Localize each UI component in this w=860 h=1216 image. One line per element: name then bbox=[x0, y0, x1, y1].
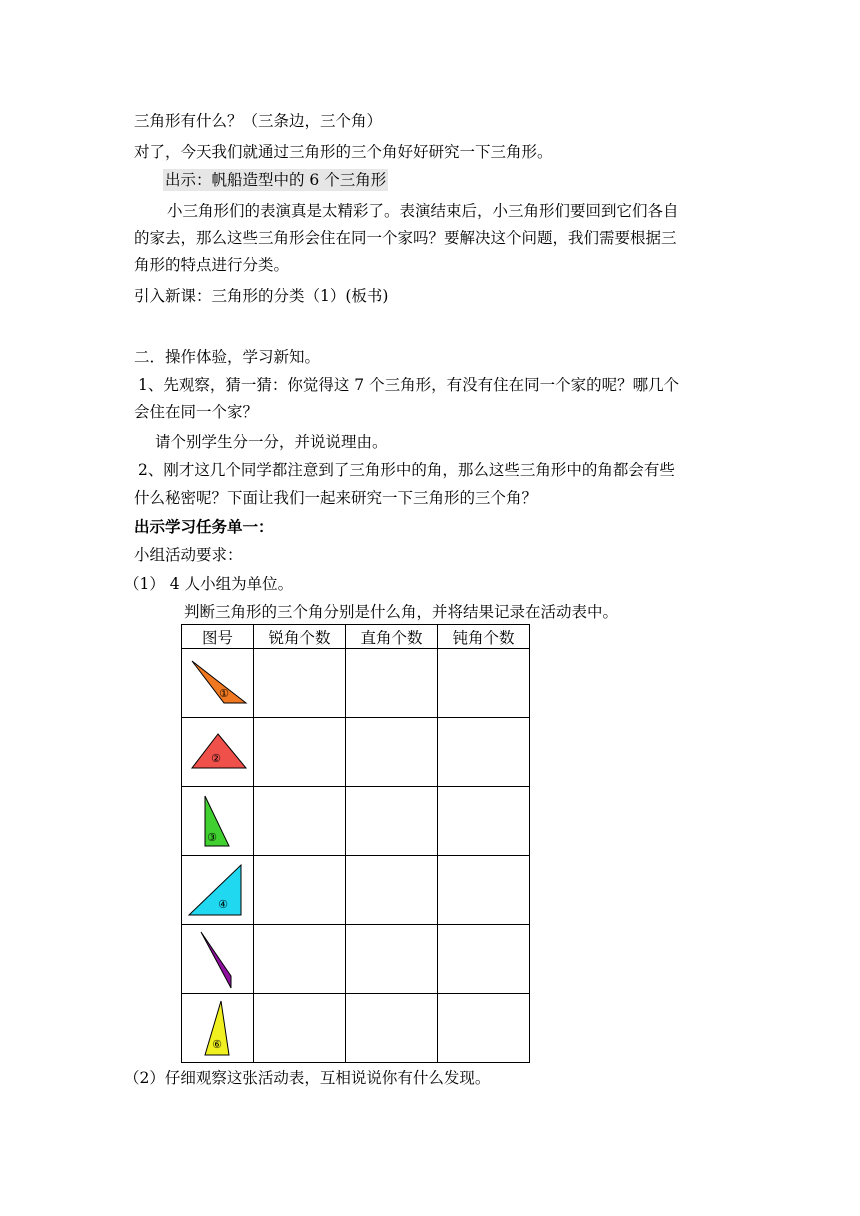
triangle-label: ④ bbox=[217, 898, 228, 911]
text-line: 引入新课：三角形的分类（1）(板书) bbox=[134, 287, 389, 305]
triangle-figure-2 bbox=[182, 718, 254, 787]
header-acute-count: 锐角个数 bbox=[254, 625, 346, 649]
table-row bbox=[182, 718, 530, 787]
obtuse-count-cell[interactable] bbox=[438, 994, 530, 1063]
table-header-row bbox=[182, 625, 530, 649]
table-row bbox=[182, 994, 530, 1063]
text-line: （1） 4 人小组为单位。 bbox=[124, 575, 294, 593]
table-row bbox=[182, 925, 530, 994]
text-line: 小三角形们的表演真是太精彩了。表演结束后，小三角形们要回到它们各自 bbox=[167, 202, 679, 220]
header-obtuse-count: 钝角个数 bbox=[438, 625, 530, 649]
table-row bbox=[182, 856, 530, 925]
text-line: 对了，今天我们就通过三角形的三个角好好研究一下三角形。 bbox=[134, 143, 553, 161]
acute-count-cell[interactable] bbox=[254, 718, 346, 787]
text-line: 会住在同一个家？ bbox=[134, 403, 259, 421]
table-row bbox=[182, 649, 530, 718]
triangle-figure-6 bbox=[182, 994, 254, 1063]
triangle-shape bbox=[201, 932, 231, 988]
triangle-shape bbox=[189, 865, 241, 915]
activity-table bbox=[181, 624, 530, 1063]
acute-count-cell[interactable] bbox=[254, 925, 346, 994]
triangle-label: ② bbox=[210, 752, 221, 765]
obtuse-count-cell[interactable] bbox=[438, 649, 530, 718]
triangle-label: ③ bbox=[206, 831, 217, 844]
text-line: 1、先观察，猜一猜：你觉得这 7 个三角形，有没有住在同一个家的呢？哪几个 bbox=[138, 376, 680, 394]
triangle-label: ① bbox=[218, 687, 229, 700]
obtuse-count-cell[interactable] bbox=[438, 856, 530, 925]
acute-count-cell[interactable] bbox=[254, 856, 346, 925]
right-count-cell[interactable] bbox=[346, 718, 438, 787]
obtuse-count-cell[interactable] bbox=[438, 718, 530, 787]
triangle-figure-4 bbox=[182, 856, 254, 925]
text-line: 小组活动要求： bbox=[134, 546, 243, 564]
triangle-label: ⑥ bbox=[211, 1038, 222, 1051]
right-count-cell[interactable] bbox=[346, 649, 438, 718]
triangle-figure-5 bbox=[182, 925, 254, 994]
section-heading: 二．操作体验，学习新知。 bbox=[134, 348, 321, 366]
right-count-cell[interactable] bbox=[346, 925, 438, 994]
text-line: 角形的特点进行分类。 bbox=[134, 256, 290, 274]
obtuse-count-cell[interactable] bbox=[438, 925, 530, 994]
text-line: 什么秘密呢？下面让我们一起来研究一下三角形的三个角？ bbox=[134, 489, 538, 507]
acute-count-cell[interactable] bbox=[254, 994, 346, 1063]
table-row bbox=[182, 787, 530, 856]
text-line: 请个别学生分一分，并说说理由。 bbox=[155, 433, 388, 451]
text-line: 2、刚才这几个同学都注意到了三角形中的角，那么这些三角形中的角都会有些 bbox=[138, 461, 675, 479]
highlighted-line: 出示：帆船造型中的 6 个三角形 bbox=[165, 171, 387, 189]
obtuse-count-cell[interactable] bbox=[438, 787, 530, 856]
text-line: 判断三角形的三个角分别是什么角，并将结果记录在活动表中。 bbox=[184, 603, 619, 621]
right-count-cell[interactable] bbox=[346, 787, 438, 856]
task-heading: 出示学习任务单一： bbox=[134, 517, 274, 536]
triangle-figure-3 bbox=[182, 787, 254, 856]
acute-count-cell[interactable] bbox=[254, 787, 346, 856]
text-line: （2）仔细观察这张活动表，互相说说你有什么发现。 bbox=[124, 1069, 491, 1087]
acute-count-cell[interactable] bbox=[254, 649, 346, 718]
triangle-figure-1 bbox=[182, 649, 254, 718]
header-right-count: 直角个数 bbox=[346, 625, 438, 649]
header-figure-number: 图号 bbox=[182, 625, 254, 649]
right-count-cell[interactable] bbox=[346, 856, 438, 925]
text-line: 三角形有什么？（三条边，三个角） bbox=[134, 112, 383, 130]
text-line: 的家去，那么这些三角形会住在同一个家吗？要解决这个问题，我们需要根据三 bbox=[134, 229, 677, 247]
right-count-cell[interactable] bbox=[346, 994, 438, 1063]
